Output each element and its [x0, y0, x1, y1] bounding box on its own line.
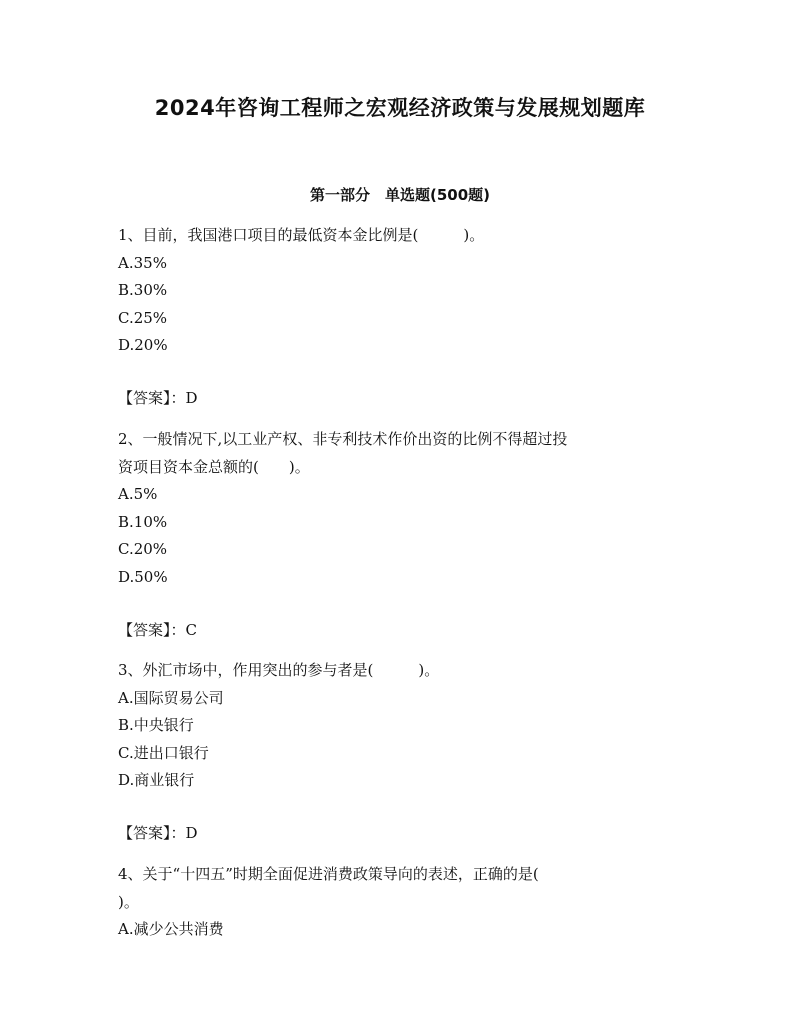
option-a: A.35%	[118, 253, 167, 272]
question-stem: 2、一般情况下,以工业产权、非专利技术作价出资的比例不得超过投	[118, 430, 568, 448]
option-b: B.中央银行	[118, 716, 194, 734]
question-stem: 4、关于“十四五”时期全面促进消费政策导向的表述，正确的是(	[118, 865, 539, 883]
answer-3	[118, 820, 198, 848]
answer-value: C	[185, 621, 197, 639]
question-1	[118, 222, 678, 360]
option-c: C.20%	[118, 540, 168, 558]
option-c: C.进出口银行	[118, 743, 209, 762]
option-a: A.国际贸易公司	[118, 688, 224, 707]
answer-2	[118, 617, 197, 645]
answer-prefix: 【答案】：	[118, 621, 186, 639]
option-b: B.10%	[118, 512, 168, 531]
answer-prefix: 【答案】：	[118, 824, 186, 842]
answer-1	[118, 385, 198, 413]
question-stem-continued: )。	[118, 892, 139, 911]
option-d: D.商业银行	[118, 771, 195, 789]
option-c: C.25%	[118, 308, 168, 327]
answer-value: D	[185, 824, 198, 842]
option-b: B.30%	[118, 281, 168, 299]
question-2	[118, 426, 678, 591]
question-3	[118, 657, 678, 795]
option-d: D.20%	[118, 336, 168, 354]
document-title: 2024年咨询工程师之宏观经济政策与发展规划题库	[154, 96, 646, 120]
option-a: A.减少公共消费	[118, 920, 224, 938]
option-d: D.50%	[118, 567, 168, 586]
question-stem: 1、目前，我国港口项目的最低资本金比例是( )。	[118, 226, 485, 244]
section-heading: 第一部分 单选题(500题)	[309, 186, 491, 204]
answer-prefix: 【答案】：	[118, 389, 186, 407]
answer-value: D	[185, 389, 198, 407]
question-stem: 3、外汇市场中，作用突出的参与者是( )。	[118, 661, 440, 679]
question-stem-continued: 资项目资本金总额的( )。	[118, 457, 310, 476]
question-4	[118, 861, 678, 944]
option-a: A.5%	[118, 485, 158, 503]
